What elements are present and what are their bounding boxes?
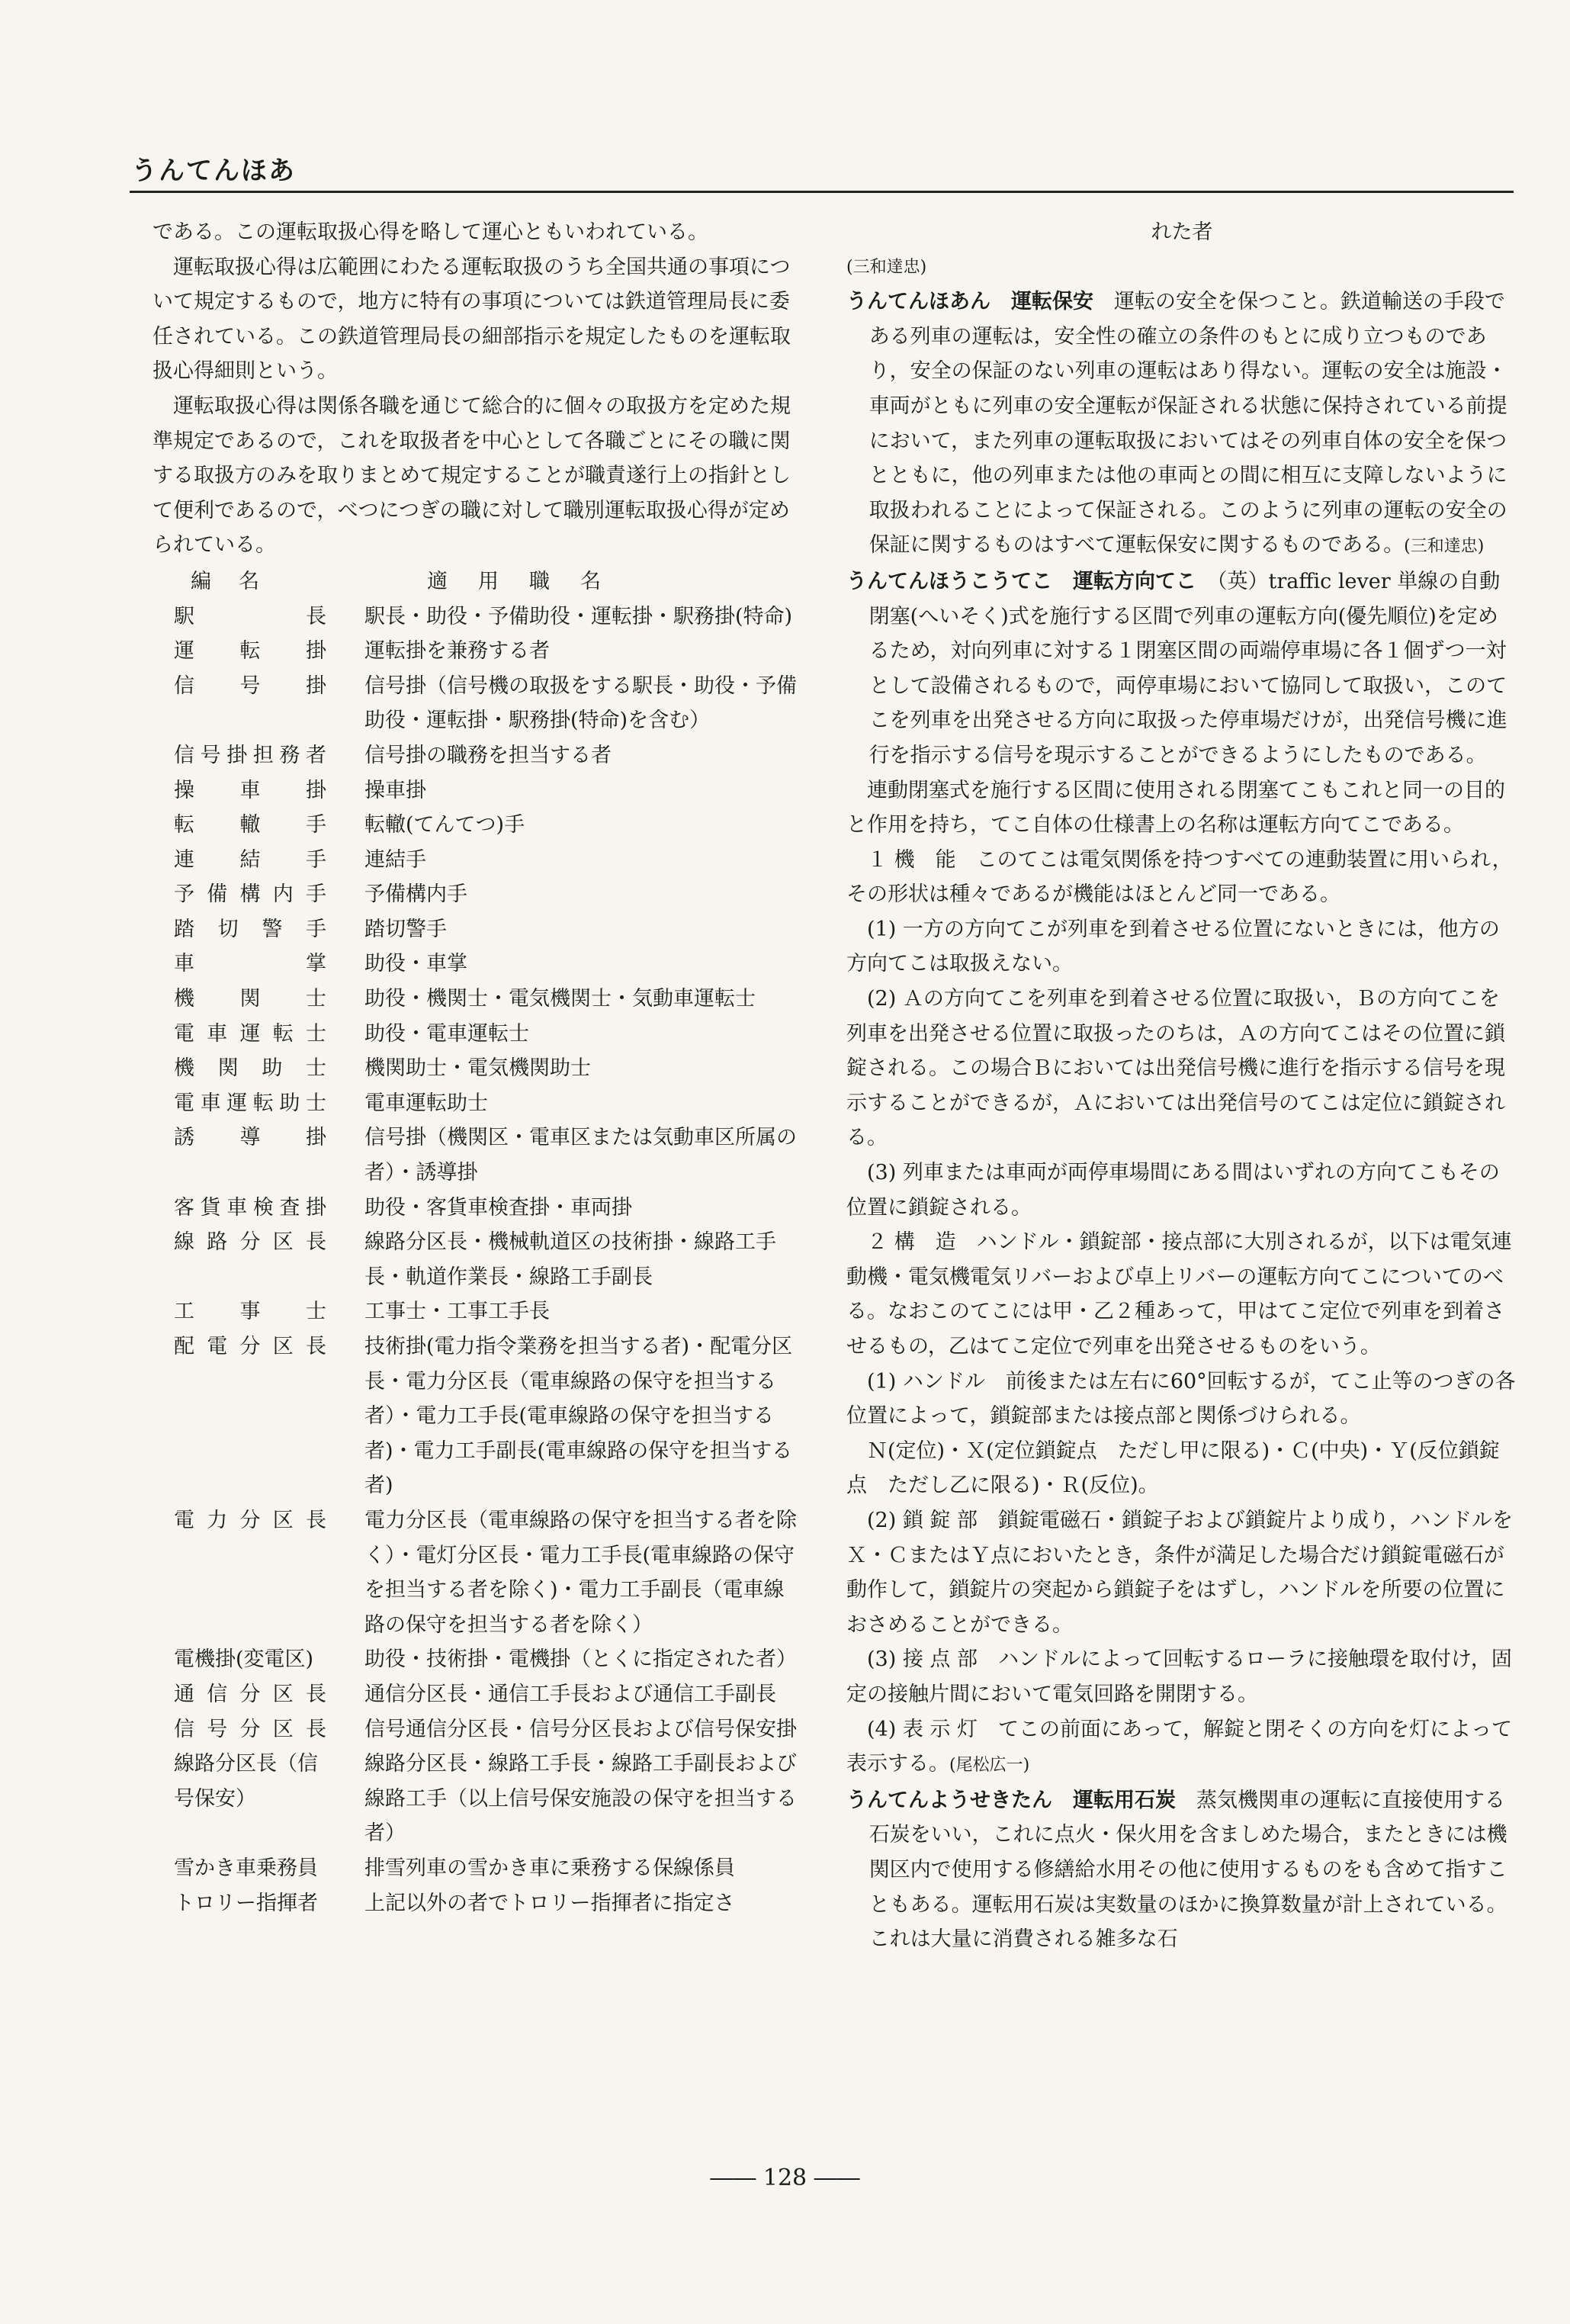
applicable-positions: 工事士・工事工手長 [364, 1300, 550, 1324]
applicable-positions: 助役・機関士・電気機関士・気動車運転士 [364, 987, 756, 1011]
applicable-positions: 連結手 [364, 847, 426, 872]
entry-headword: うんてんようせきたん 運転用石炭 [846, 1788, 1176, 1812]
applicable-positions: 操車掛 [364, 778, 426, 802]
structure-item-1: (1) ハンドル 前後または左右に60°回転するが，てこ止等のつぎの各位置によって，鎖錠部または接点部と関係づけられる。 [846, 1369, 1516, 1429]
function-item-2: (2) Ａの方向てこを列車を到着させる位置に取扱い，Ｂの方向てこを列車を出発させる位置に取扱ったのちは，Ａの方向てこはその位置に鎖錠される。この場合Ｂにおいては出発信号機に進行を指示する信号を現示することができるが，Ａにおいては出発信号のてこは定位に鎖錠される。 [846, 987, 1505, 1150]
job-title: 運転掛 [174, 639, 326, 664]
applicable-positions: 助役・客貨車検査掛・車両掛 [364, 1195, 632, 1220]
applicable-positions: 助役・車掌 [364, 952, 467, 976]
job-title: 機関士 [174, 987, 326, 1011]
entry-unten-houkoutekoo [846, 564, 1517, 773]
job-title: 雪かき車乗務員 [174, 1856, 318, 1880]
job-title: 配電分区長 [174, 1335, 326, 1358]
table-row [153, 843, 797, 878]
applicable-positions: 予備構内手 [364, 882, 467, 907]
entry-english: （英）traffic lever [1217, 569, 1391, 593]
job-title: 通信分区長 [174, 1682, 326, 1706]
table-row [153, 773, 797, 808]
table-row [153, 1191, 797, 1226]
table-row [153, 1503, 797, 1642]
job-title: 客貨車検査掛 [174, 1195, 326, 1220]
table-row [153, 1017, 797, 1052]
applicable-positions: 電力分区長（電車線路の保守を担当する者を除く）・電灯分区長・電力工手長(電車線路の保守を担当する者を除く)・電力工手副長（電車線路の保守を担当する者を除く） [364, 1508, 797, 1637]
entry-headword: うんてんほあん 運転保安 [846, 290, 1093, 314]
right-column [846, 215, 1517, 1957]
applicable-positions: 技術掛(電力指令業務を担当する者)・配電分区長・電力分区長（電車線路の保守を担当する者）・電力工手長(電車線路の保守を担当する者)・電力工手副長(電車線路の保守を担当する者) [364, 1335, 793, 1498]
job-title: 線路分区長 [174, 1230, 326, 1255]
function-item-1: (1) 一方の方向てこが列車を到着させる位置にないときには，他方の方向てこは取扱えない。 [846, 917, 1500, 976]
entry-author: (尾松広一) [949, 1756, 1030, 1776]
job-title: 線路分区長（信号保安） [174, 1752, 318, 1811]
continuation-text: れた者 [1151, 220, 1213, 244]
section-structure: ２ 構 造 ハンドル・鎖錠部・接点部に大別されるが，以下は電気連動機・電気機電気リバーおよび卓上リバーの運転方向てこについてのべる。なおこのてこには甲・乙２種あって，甲はてこ定位で列車を到着させるもの，乙はてこ定位で列車を出発させるものをいう。 [846, 1230, 1512, 1358]
applicable-positions: 信号掛（機関区・電車区または気動車区所属の者）・誘導掛 [364, 1126, 797, 1185]
job-table [153, 599, 797, 1921]
job-title: トロリー指揮者 [174, 1891, 318, 1915]
structure-item-4-text: (4) 表 示 灯 てこの前面にあって，解錠と閉そくの方向を灯によって表示する。 [846, 1717, 1513, 1776]
table-row [153, 1329, 797, 1503]
table-row [153, 1294, 797, 1329]
job-title: 電機掛(変電区) [174, 1647, 314, 1672]
left-paragraph-3: 運転取扱心得は関係各職を通じて総合的に個々の取扱方を定めた規準規定であるので，これを取扱者を中心として各職ごとにその職に関する取扱方のみを取りまとめて規定することが職責遂行上の指針として便利であるので，べつにつぎの職に対して職別運転取扱心得が定められている。 [153, 394, 791, 558]
entry-paragraph: 連動閉塞式を施行する区間に使用される閉塞てこもこれと同一の目的と作用を持ち，てこ自体の仕様書上の名称は運転方向てこである。 [846, 778, 1505, 837]
entry-author: (三和達忠) [1404, 537, 1485, 557]
applicable-positions: 信号掛（信号機の取扱をする駅長・助役・予備助役・運転掛・駅務掛(特命)を含む） [364, 673, 797, 733]
applicable-positions: 線路分区長・機械軌道区の技術掛・線路工手長・軌道作業長・線路工手副長 [364, 1230, 776, 1289]
job-title: 駅長 [174, 604, 326, 628]
table-row [153, 1225, 797, 1294]
continuation-author: (三和達忠) [846, 257, 927, 277]
applicable-positions: 踏切警手 [364, 917, 447, 941]
structure-item-4 [846, 1712, 1517, 1783]
job-title: 電車運転助士 [174, 1091, 326, 1115]
header-rule [130, 191, 1514, 193]
page-number: ―― 128 ―― [710, 2165, 860, 2191]
table-row [153, 877, 797, 912]
entry-text: 蒸気機関車の運転に直接使用する石炭をいい，これに点火・保火用を含ましめた場合，またときには機関区内で使用する修繕給水用その他に使用するものをも含めて指すこともある。運転用石炭は実数量のほかに換算数量が計上されている。これは大量に消費される雑多な石 [868, 1788, 1507, 1952]
table-row [153, 599, 797, 635]
table-row [153, 738, 797, 773]
function-item-3: (3) 列車または車両が両停車場間にある間はいずれの方向てこもその位置に鎖錠される。 [846, 1161, 1500, 1220]
left-column [153, 215, 797, 1921]
applicable-positions: 転轍(てんてつ)手 [364, 813, 525, 837]
applicable-positions: 信号通信分区長・信号分区長および信号保安掛 [364, 1717, 797, 1741]
applicable-positions: 運転掛を兼務する者 [364, 639, 550, 664]
job-title: 転轍手 [174, 813, 326, 837]
job-title: 信号掛担務者 [174, 743, 326, 767]
left-paragraph-1: である。この運転取扱心得を略して運心ともいわれている。 [153, 220, 708, 244]
table-row [153, 982, 797, 1017]
table-row [153, 1120, 797, 1190]
applicable-positions: 助役・電車運転士 [364, 1021, 529, 1046]
entry-headword: うんてんほうこうてこ 運転方向てこ [846, 569, 1196, 593]
table-header-name: 編名 [191, 569, 287, 593]
job-title: 誘導掛 [174, 1126, 326, 1150]
table-row [153, 669, 797, 738]
structure-item-2: (2) 鎖 錠 部 鎖錠電磁石・鎖錠子および鎖錠片より成り，ハンドルをＸ・ＣまたはＹ点においたとき，条件が満足した場合だけ鎖錠電磁石が動作して，鎖錠片の突起から鎖錠子をはずし，ハンドルを所要の位置におさめることができる。 [846, 1508, 1513, 1637]
job-title: 信号掛 [174, 673, 326, 698]
table-header-jobs: 適用職名 [427, 569, 631, 593]
job-title: 連結手 [174, 847, 326, 872]
job-title: 踏切警手 [174, 917, 326, 941]
applicable-positions: 信号掛の職務を担当する者 [364, 743, 612, 767]
entry-text: 単線の自動閉塞(へいそく)式を施行する区間で列車の運転方向(優先順位)を定めるため，対向列車に対する１閉塞区間の両端停車場に各１個ずつ一対として設備されるもので，両停車場において協同して取扱い，このてこを列車を出発させる方向に取扱った停車場だけが，出発信号機に進行を指示する信号を現示することができるようにしたものである。 [868, 569, 1507, 767]
applicable-positions: 上記以外の者でトロリー指揮者に指定さ [364, 1891, 735, 1915]
applicable-positions: 通信分区長・通信工手長および通信工手副長 [364, 1682, 776, 1706]
job-title: 工事士 [174, 1300, 326, 1324]
job-title: 機関助士 [174, 1056, 326, 1081]
left-paragraph-2: 運転取扱心得は広範囲にわたる運転取扱のうち全国共通の事項について規定するもので，地方に特有の事項については鉄道管理局長に委任されている。この鉄道管理局長の細部指示を規定したものを運転取扱心得細則という。 [153, 255, 791, 384]
structure-positions: Ｎ(定位)・Ｘ(定位鎖錠点 ただし甲に限る)・Ｃ(中央)・Ｙ(反位鎖錠点 ただし乙に限る)・Ｒ(反位)。 [846, 1438, 1500, 1498]
table-row [153, 634, 797, 669]
table-row [153, 1086, 797, 1121]
applicable-positions: 排雪列車の雪かき車に乗務する保線係員 [364, 1856, 735, 1880]
table-row [153, 1051, 797, 1086]
structure-item-3: (3) 接 点 部 ハンドルによって回転するローラに接触環を取付け，固定の接触片間において電気回路を開閉する。 [846, 1647, 1512, 1706]
table-header [153, 564, 797, 599]
job-title: 電車運転士 [174, 1021, 326, 1046]
table-row [153, 1642, 797, 1677]
job-title: 電力分区長 [174, 1508, 326, 1532]
table-row [153, 1712, 797, 1747]
section-function: １ 機 能 このてこは電気関係を持つすべての連動装置に用いられ，その形状は種々であるが機能はほとんど同一である。 [846, 847, 1513, 907]
table-row [153, 1747, 797, 1851]
applicable-positions: 機関助士・電気機関助士 [364, 1056, 591, 1081]
table-row [153, 912, 797, 947]
table-row [153, 808, 797, 843]
entry-unten-you-sekitan [846, 1783, 1517, 1957]
applicable-positions: 助役・技術掛・電機掛（とくに指定された者） [364, 1647, 797, 1672]
table-row [153, 947, 797, 982]
entry-unten-hoan [846, 284, 1517, 564]
entry-text: 運転の安全を保つこと。鉄道輸送の手段である列車の運転は，安全性の確立の条件のもとに成り立つものであり，安全の保証のない列車の運転はあり得ない。運転の安全は施設・車両がともに列車の安全運転が保証される状態に保持されている前提において，また列車の運転取扱においてはその列車自体の安全を保つとともに，他の列車または他の車両との間に相互に支障しないように取扱われることによって保証される。このように列車の運転の安全の保証に関するものはすべて運転保安に関するものである。 [868, 290, 1507, 558]
applicable-positions: 電車運転助士 [364, 1091, 488, 1115]
applicable-positions: 線路分区長・線路工手長・線路工手副長および線路工手（以上信号保安施設の保守を担当する者） [364, 1752, 797, 1846]
table-row [153, 1886, 797, 1921]
applicable-positions: 駅長・助役・予備助役・運転掛・駅務掛(特命) [364, 604, 793, 628]
job-title: 信号分区長 [174, 1717, 326, 1741]
job-title: 操車掛 [174, 778, 326, 802]
job-title: 車掌 [174, 952, 326, 976]
table-row [153, 1851, 797, 1886]
job-title: 予備構内手 [174, 882, 326, 907]
running-header: うんてんほあ [131, 156, 296, 186]
table-row [153, 1677, 797, 1712]
